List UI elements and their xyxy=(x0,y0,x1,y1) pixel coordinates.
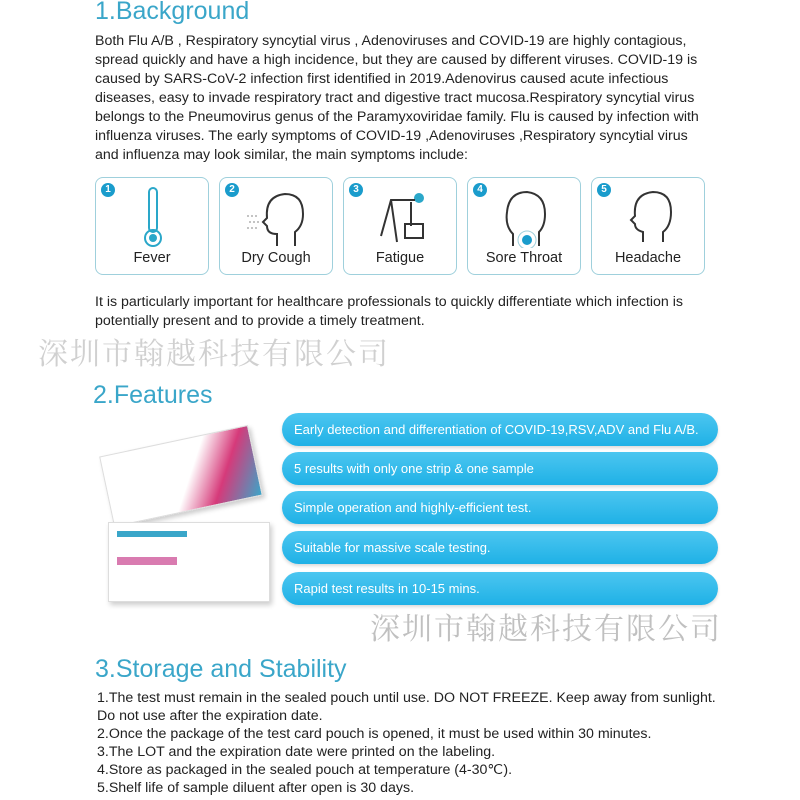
background-paragraph: Both Flu A/B , Respiratory syncytial virus , Adenoviruses and COVID-19 are highly contagious, spread quickly and have a high incidence, but they are caused by different viruses. COVID-19 is caused by SARS-CoV-2 infection first identified in 2019.Adenovirus caused acute infectious diseases, easy to invade respiratory tract and digestive tract mucosa.Respiratory syncytial virus belongs to the Pneumovirus genus of the Paramyxoviridae family. Flu is caused by infection with influenza viruses. The early symptoms of COVID-19 ,Adenoviruses ,Respiratory syncytial virus and influenza may look similar, the main symptoms include: xyxy=(95,33,699,163)
watermark: 深圳市翰越科技有限公司 xyxy=(370,613,722,646)
storage-item: 1.The test must remain in the sealed pouch until use. DO NOT FREEZE. Keep away from sunlight. Do not use after the expiration date. xyxy=(97,690,716,724)
symptom-label: Headache xyxy=(614,250,682,266)
symptom-number: 3 xyxy=(349,183,363,197)
headache-icon xyxy=(619,186,679,248)
symptom-number: 2 xyxy=(225,183,239,197)
product-components-image xyxy=(108,522,270,602)
symptom-card-headache xyxy=(591,177,705,275)
symptom-label: Dry Cough xyxy=(241,250,311,266)
storage-list xyxy=(97,689,717,797)
symptom-label: Sore Throat xyxy=(485,250,563,266)
watermark: 深圳市翰越科技有限公司 xyxy=(38,338,390,371)
background-heading: 1.Background xyxy=(95,0,250,25)
symptom-card-fatigue xyxy=(343,177,457,275)
feature-item: 5 results with only one strip & one sample xyxy=(282,452,718,485)
sore-throat-icon xyxy=(495,186,555,248)
symptom-number: 4 xyxy=(473,183,487,197)
symptom-label: Fever xyxy=(133,250,171,266)
symptom-card-sore-throat xyxy=(467,177,581,275)
storage-item: 3.The LOT and the expiration date were printed on the labeling. xyxy=(97,744,496,760)
symptom-number: 5 xyxy=(597,183,611,197)
symptom-number: 1 xyxy=(101,183,115,197)
cough-icon xyxy=(247,186,307,248)
feature-item: Suitable for massive scale testing. xyxy=(282,531,718,564)
symptom-card-dry-cough xyxy=(219,177,333,275)
fatigue-icon xyxy=(371,186,431,248)
features-heading: 2.Features xyxy=(93,381,213,409)
symptom-card-fever xyxy=(95,177,209,275)
storage-item: 4.Store as packaged in the sealed pouch at temperature (4-30℃). xyxy=(97,762,513,778)
symptom-label: Fatigue xyxy=(375,250,425,266)
storage-heading: 3.Storage and Stability xyxy=(95,655,347,683)
feature-item: Early detection and differentiation of COVID-19,RSV,ADV and Flu A/B. xyxy=(282,413,718,446)
product-box-image xyxy=(99,425,263,527)
background-note: It is particularly important for healthcare professionals to quickly differentiate which infection is potentially present and to provide a timely treatment. xyxy=(95,294,684,329)
storage-item: 5.Shelf life of sample diluent after open is 30 days. xyxy=(97,780,415,796)
symptom-icons xyxy=(95,177,705,275)
feature-item: Rapid test results in 10-15 mins. xyxy=(282,572,718,605)
thermometer-icon xyxy=(123,186,183,248)
storage-item: 2.Once the package of the test card pouch is opened, it must be used within 30 minutes. xyxy=(97,726,652,742)
feature-item: Simple operation and highly-efficient test. xyxy=(282,491,718,524)
